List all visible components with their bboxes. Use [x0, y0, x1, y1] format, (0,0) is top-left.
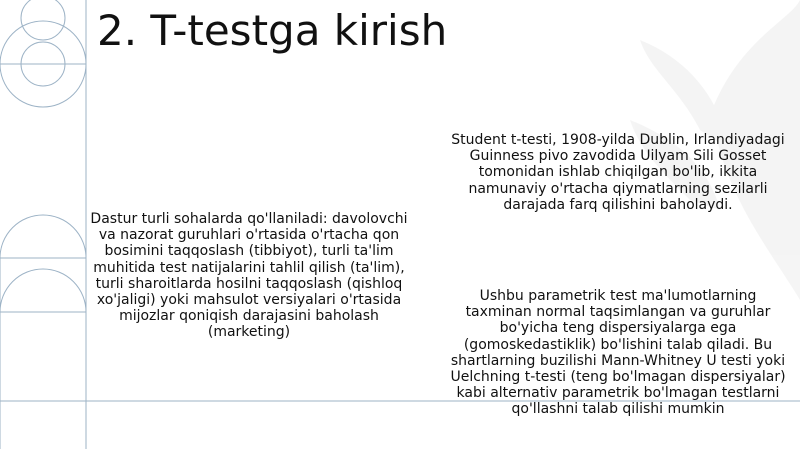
circle-decoration-icon [0, 0, 86, 107]
assumptions-paragraph: Ushbu parametrik test ma'lumotlarning taxminan normal taqsimlangan va guruhlar bo'yicha teng dispersiyalarga ega (gomoskedastiklik) bo'lishini talab qiladi. Bu shartlarning buzilishi Mann-Whitney U testi yoki Uelchning t-testi (teng bo'lmagan dispersiyalar) kabi alternativ parametrik bo'lmagan testlarni qo'llashni talab qilishi mumkin [450, 288, 786, 418]
arch-decoration-icon [0, 215, 86, 449]
slide-title: 2. T-testga kirish [97, 6, 448, 55]
history-paragraph: Student t-testi, 1908-yilda Dublin, Irlandiyadagi Guinness pivo zavodida Uilyam Sili Gosset tomonidan ishlab chiqilgan bo'lib, ikkita namunaviy o'rtacha qiymatlarning sezilarli darajada farq qilishini baholaydi. [451, 132, 785, 213]
applications-paragraph: Dastur turli sohalarda qo'llaniladi: davolovchi va nazorat guruhlari o'rtasida o'rtacha qon bosimini taqqoslash (tibbiyot), turli ta'lim muhitida test natijalarini tahlil qilish (ta'lim), turli sharoitlarda hosilni taqqoslash (qishloq xo'jaligi) yoki mahsulot versiyalari o'rtasida mijozlar qoniqish darajasini baholash (marketing) [90, 211, 408, 341]
